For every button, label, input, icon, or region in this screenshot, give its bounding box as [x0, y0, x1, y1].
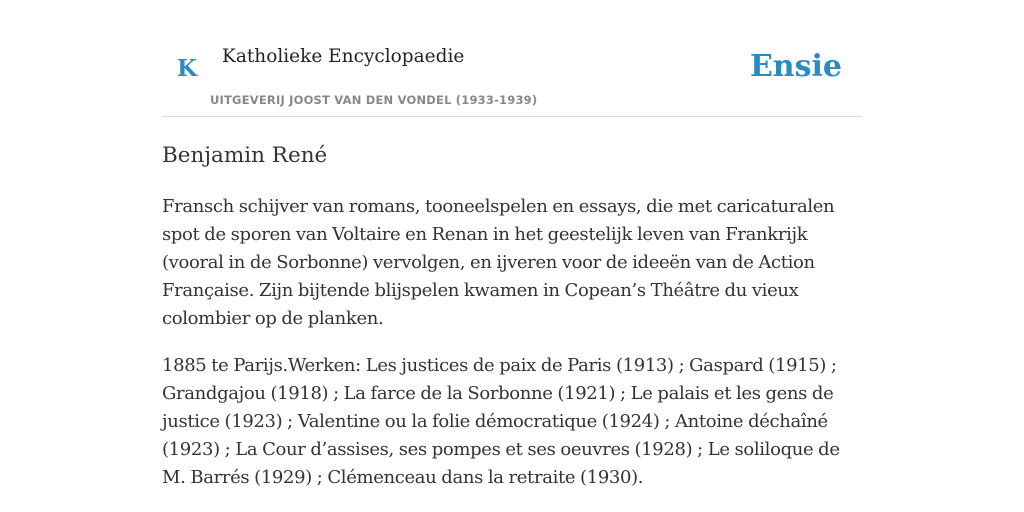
article-title: Benjamin René	[162, 143, 328, 168]
site-header	[162, 0, 862, 117]
page-container	[162, 0, 862, 492]
encyclopedia-logo-icon[interactable]: K	[177, 55, 197, 82]
encyclopedia-title-link[interactable]: Katholieke Encyclopaedie	[222, 46, 465, 67]
article-paragraph: Fransch schijver van romans, tooneelspelen en essays, die met caricaturalen spot de sporen van Voltaire en Renan in het geestelijk leven van Frankrijk (vooral in de Sorbonne) vervolgen, en ijveren voor de ideeën van de Action Française. Zijn bijtende blijspelen kwamen in Copean’s Théâtre du vieux colombier op de planken.	[162, 196, 835, 329]
article-paragraph: 1885 te Parijs.Werken: Les justices de paix de Paris (1913) ; Gaspard (1915) ; Grandgajou (1918) ; La farce de la Sorbonne (1921) ; Le palais et les gens de justice (1923) ; Valentine ou la folie démocratique (1924) ; Antoine déchaîné (1923) ; La Cour d’assises, ses pompes et ses oeuvres (1928) ; Le soliloque de M. Barrés (1929) ; Clémenceau dans la retraite (1930).	[162, 355, 840, 488]
ensie-brand-link[interactable]: Ensie	[749, 49, 842, 84]
publisher-label: UITGEVERIJ JOOST VAN DEN VONDEL (1933-1939)	[210, 93, 538, 107]
